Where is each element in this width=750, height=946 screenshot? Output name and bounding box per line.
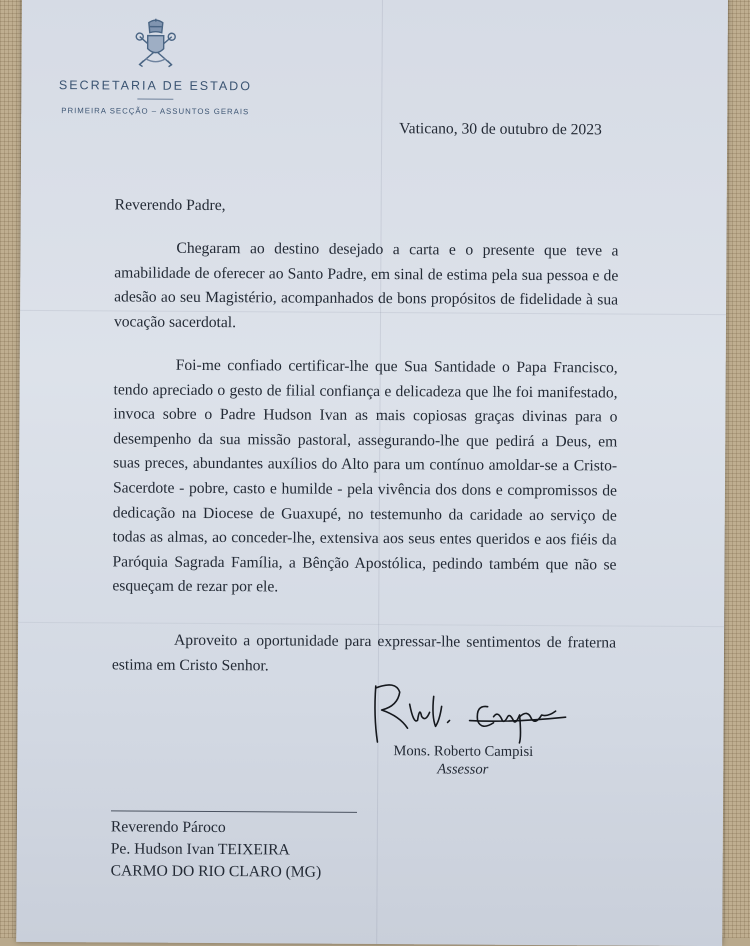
letterhead-title: SECRETARIA DE ESTADO [53,78,257,93]
handwritten-signature [369,676,569,749]
paragraph-3: Aproveito a oportunidade para expressar-lhe sentimentos de fraterna estima em Cristo Senhor. [112,628,616,680]
letterhead [53,18,258,116]
date-line: Vaticano, 30 de outubro de 2023 [399,120,602,139]
paragraph-2: Foi-me confiado certificar-lhe que Sua Santidade o Papa Francisco, tendo apreciado o gesto de filial confiança e delicadeza que lhe foi manifestado, invoca sobre o Padre Hudson Ivan as mais copiosas graças divinas para o desempenho da sua missão pastoral, assegurando-lhe que pedirá a Deus, em suas preces, abundantes auxílios do Alto para um contínuo amoldar-se a Cristo-Sacerdote - pobre, casto e humilde - pela vivência dos dons e compromissos de dedicação na Diocese de Guaxupé, no testemunho da caridade ao serviço de todas as almas, ao conceder-lhe, extensiva aos seus entes queridos e aos fiéis da Paróquia Sagrada Família, a Bênção Apostólica, pedindo também que não se esqueçam de rezar por ele. [112,353,617,602]
paragraph-1: Chegaram ao destino desejado a carta e o presente que teve a amabilidade de oferecer ao Santo Padre, em sinal de estima pela sua pessoa e de adesão ao seu Magistério, acompanhados de bons propósitos de fidelidade à sua vocação sacerdotal. [114,236,619,337]
letterhead-divider [137,99,173,100]
recipient-line-1: Reverendo Pároco [111,818,226,837]
salutation: Reverendo Padre, [115,196,226,215]
letter-sheet [16,0,728,946]
letterhead-subtitle: PRIMEIRA SECÇÃO – ASSUNTOS GERAIS [53,106,257,116]
papal-coat-of-arms-icon [132,19,180,71]
signer-name: Mons. Roberto Campisi [393,743,533,761]
signer-role: Assessor [437,761,488,778]
recipient-line-2: Pe. Hudson Ivan TEIXEIRA [111,840,290,859]
recipient-line-3: CARMO DO RIO CLARO (MG) [111,862,322,881]
address-divider [111,810,357,813]
paper-fold-horizontal-lower [18,622,724,627]
